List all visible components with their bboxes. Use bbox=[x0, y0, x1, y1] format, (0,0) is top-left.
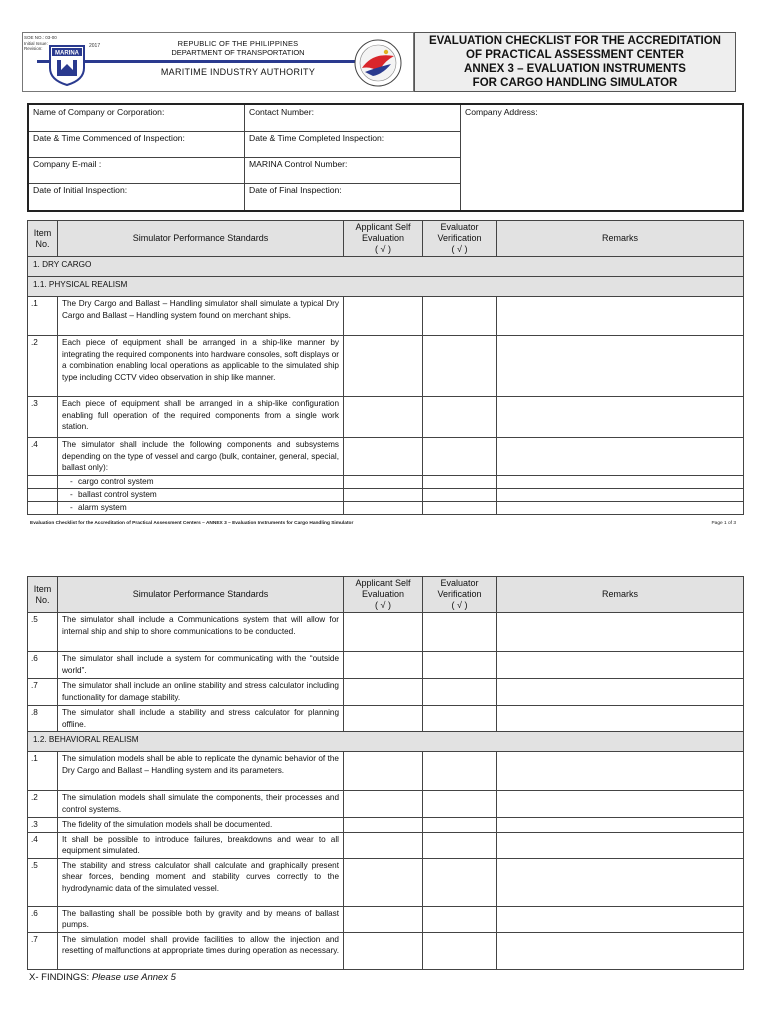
self-eval-cell[interactable] bbox=[344, 438, 423, 476]
item-number: .1 bbox=[28, 297, 58, 336]
remarks-cell[interactable] bbox=[497, 706, 744, 732]
table-row bbox=[28, 613, 744, 652]
verification-cell[interactable] bbox=[423, 438, 497, 476]
item-number: .3 bbox=[28, 818, 58, 833]
remarks-cell[interactable] bbox=[497, 791, 744, 818]
standard-text: The Dry Cargo and Ballast – Handling simulator shall simulate a typical Dry Cargo and Ballast – Handling system found on merchant ships. bbox=[58, 297, 344, 336]
col-item-no: Item No. bbox=[28, 577, 58, 613]
self-eval-cell[interactable] bbox=[344, 858, 423, 906]
findings-label: X- FINDINGS: bbox=[29, 972, 92, 983]
self-eval-cell[interactable] bbox=[344, 613, 423, 652]
date-initial-field[interactable]: Date of Initial Inspection: bbox=[33, 185, 128, 195]
standard-text: The ballasting shall be possible both by gravity and by means of ballast pumps. bbox=[58, 906, 344, 932]
remarks-cell[interactable] bbox=[497, 297, 744, 336]
self-eval-mark: ( √ ) bbox=[375, 600, 391, 610]
item-number: .1 bbox=[28, 752, 58, 791]
marina-control-field[interactable]: MARINA Control Number: bbox=[249, 159, 348, 169]
col-verification bbox=[423, 577, 497, 613]
remarks-cell[interactable] bbox=[497, 397, 744, 438]
item-number: .6 bbox=[28, 652, 58, 679]
page-footer-title: Evaluation Checklist for the Accreditation of Practical Assessment Centers – ANNEX 3 – Evaluation Instruments for Cargo Handling Simulator bbox=[30, 521, 354, 526]
bullet-item: - cargo control system bbox=[58, 475, 344, 488]
standard-text: The simulator shall include a stability and stress calculator for planning offline. bbox=[58, 706, 344, 732]
table-row bbox=[28, 438, 744, 476]
bullet-item: - ballast control system bbox=[58, 488, 344, 501]
verification-label: Evaluator Verification bbox=[437, 222, 482, 243]
remarks-cell[interactable] bbox=[497, 475, 744, 488]
brand-bar bbox=[37, 60, 383, 63]
document-header bbox=[22, 32, 736, 92]
table-row bbox=[28, 652, 744, 679]
checklist-title-block bbox=[414, 32, 736, 92]
company-email-field[interactable]: Company E-mail : bbox=[33, 159, 102, 169]
self-eval-cell[interactable] bbox=[344, 475, 423, 488]
company-info-form bbox=[27, 103, 744, 212]
bullet-text: alarm system bbox=[78, 502, 127, 512]
agency-block bbox=[22, 32, 414, 92]
title-line: ANNEX 3 – EVALUATION INSTRUMENTS bbox=[464, 63, 686, 75]
table-row bbox=[28, 336, 744, 397]
title-line: FOR CARGO HANDLING SIMULATOR bbox=[472, 77, 678, 89]
col-verification bbox=[423, 221, 497, 257]
bullet-item: - alarm system bbox=[58, 501, 344, 514]
table-row bbox=[28, 818, 744, 833]
divider bbox=[460, 105, 461, 210]
remarks-cell[interactable] bbox=[497, 832, 744, 858]
self-eval-cell[interactable] bbox=[344, 932, 423, 969]
verification-cell[interactable] bbox=[423, 397, 497, 438]
table-row bbox=[28, 832, 744, 858]
self-eval-cell[interactable] bbox=[344, 397, 423, 438]
standard-text: It shall be possible to introduce failures, breakdowns and wear to all equipment simulated. bbox=[58, 832, 344, 858]
self-eval-cell[interactable] bbox=[344, 832, 423, 858]
table-row bbox=[28, 858, 744, 906]
standard-text: Each piece of equipment shall be arranged in a ship-like configuration enabling full operation of the required components from a single work station. bbox=[58, 397, 344, 438]
section-dry-cargo: 1. DRY CARGO bbox=[28, 257, 744, 277]
remarks-cell[interactable] bbox=[497, 858, 744, 906]
item-number: .4 bbox=[28, 832, 58, 858]
date-commenced-field[interactable]: Date & Time Commenced of Inspection: bbox=[33, 133, 185, 143]
verification-cell[interactable] bbox=[423, 336, 497, 397]
table-row bbox=[28, 752, 744, 791]
col-remarks: Remarks bbox=[497, 577, 744, 613]
self-eval-mark: ( √ ) bbox=[375, 244, 391, 254]
table-row bbox=[28, 297, 744, 336]
item-number bbox=[28, 501, 58, 514]
subsection-behavioral-realism: 1.2. BEHAVIORAL REALISM bbox=[28, 732, 744, 752]
remarks-cell[interactable] bbox=[497, 613, 744, 652]
self-eval-cell[interactable] bbox=[344, 706, 423, 732]
section-row bbox=[28, 257, 744, 277]
table-row bbox=[28, 906, 744, 932]
verification-cell[interactable] bbox=[423, 832, 497, 858]
col-self-eval bbox=[344, 577, 423, 613]
standard-text: The simulation model shall provide facilities to allow the injection and resetting of malfunctions at appropriate times during operation as necessary. bbox=[58, 932, 344, 969]
standard-text: The stability and stress calculator shall calculate and graphically present shear forces, bending moment and stability curves correctly to the hydrodynamic data of the simulated vessel. bbox=[58, 858, 344, 906]
verification-cell[interactable] bbox=[423, 858, 497, 906]
table-row bbox=[28, 791, 744, 818]
table-header-row bbox=[28, 221, 744, 257]
contact-number-field[interactable]: Contact Number: bbox=[249, 107, 314, 117]
item-number: .5 bbox=[28, 858, 58, 906]
verification-cell[interactable] bbox=[423, 652, 497, 679]
item-number: .5 bbox=[28, 613, 58, 652]
self-eval-cell[interactable] bbox=[344, 679, 423, 706]
verification-cell[interactable] bbox=[423, 297, 497, 336]
dotr-seal-icon bbox=[353, 38, 403, 88]
table-row bbox=[28, 501, 744, 514]
item-number: .2 bbox=[28, 336, 58, 397]
item-number: .2 bbox=[28, 791, 58, 818]
company-address-field[interactable]: Company Address: bbox=[465, 107, 538, 117]
table-row bbox=[28, 706, 744, 732]
self-eval-cell[interactable] bbox=[344, 488, 423, 501]
verification-cell[interactable] bbox=[423, 706, 497, 732]
org-republic: REPUBLIC OF THE PHILIPPINES bbox=[177, 39, 299, 48]
item-number bbox=[28, 475, 58, 488]
standard-text: The simulator shall include the following components and subsystems depending on the type of vessel and cargo (bulk, container, general, special, ballast only): bbox=[58, 438, 344, 476]
item-number: .3 bbox=[28, 397, 58, 438]
checklist-table-page1 bbox=[27, 220, 744, 515]
col-remarks: Remarks bbox=[497, 221, 744, 257]
company-name-field[interactable]: Name of Company or Corporation: bbox=[33, 107, 165, 117]
title-line: EVALUATION CHECKLIST FOR THE ACCREDITATION bbox=[429, 35, 721, 47]
subsection-row bbox=[28, 732, 744, 752]
findings-instruction: Please use Annex 5 bbox=[91, 972, 176, 983]
page-number: Page 1 of 3 bbox=[711, 521, 736, 526]
col-self-eval bbox=[344, 221, 423, 257]
date-final-field[interactable]: Date of Final Inspection: bbox=[249, 185, 342, 195]
self-eval-cell[interactable] bbox=[344, 752, 423, 791]
table-header-row bbox=[28, 577, 744, 613]
standard-text: The simulation models shall be able to replicate the dynamic behavior of the Dry Cargo and Ballast – Handling system and its parameters. bbox=[58, 752, 344, 791]
table-row bbox=[28, 679, 744, 706]
date-completed-field[interactable]: Date & Time Completed Inspection: bbox=[249, 133, 385, 143]
standard-text: The simulator shall include a system for communicating with the “outside world”. bbox=[58, 652, 344, 679]
verification-label: Evaluator Verification bbox=[437, 578, 482, 599]
verification-cell[interactable] bbox=[423, 906, 497, 932]
org-maritime-authority: MARITIME INDUSTRY AUTHORITY bbox=[160, 67, 316, 77]
marina-logo-icon bbox=[47, 40, 87, 86]
table-row bbox=[28, 488, 744, 501]
item-number bbox=[28, 488, 58, 501]
table-row bbox=[28, 397, 744, 438]
standard-text: The simulator shall include a Communications system that will allow for internal ship and ship to shore communications to be conducted. bbox=[58, 613, 344, 652]
verification-cell[interactable] bbox=[423, 679, 497, 706]
verification-cell[interactable] bbox=[423, 932, 497, 969]
self-eval-cell[interactable] bbox=[344, 906, 423, 932]
table-row bbox=[28, 475, 744, 488]
verification-cell[interactable] bbox=[423, 752, 497, 791]
self-eval-cell[interactable] bbox=[344, 818, 423, 833]
col-standards: Simulator Performance Standards bbox=[58, 221, 344, 257]
subsection-physical-realism: 1.1. PHYSICAL REALISM bbox=[28, 277, 744, 297]
remarks-cell[interactable] bbox=[497, 932, 744, 969]
item-number: .8 bbox=[28, 706, 58, 732]
self-eval-label: Applicant Self Evaluation bbox=[355, 222, 411, 243]
remarks-cell[interactable] bbox=[497, 438, 744, 476]
item-number: .6 bbox=[28, 906, 58, 932]
item-number: .4 bbox=[28, 438, 58, 476]
remarks-cell[interactable] bbox=[497, 501, 744, 514]
bullet-text: ballast control system bbox=[78, 489, 157, 499]
doc-initial-issue: Initial Issue: bbox=[24, 40, 48, 46]
verification-mark: ( √ ) bbox=[451, 600, 468, 610]
standard-text: The simulation models shall simulate the components, their processes and control systems. bbox=[58, 791, 344, 818]
verification-cell[interactable] bbox=[423, 488, 497, 501]
self-eval-cell[interactable] bbox=[344, 791, 423, 818]
col-standards: Simulator Performance Standards bbox=[58, 577, 344, 613]
remarks-cell[interactable] bbox=[497, 679, 744, 706]
bullet-text: cargo control system bbox=[78, 476, 154, 486]
remarks-cell[interactable] bbox=[497, 336, 744, 397]
remarks-cell[interactable] bbox=[497, 906, 744, 932]
self-eval-cell[interactable] bbox=[344, 501, 423, 514]
doc-year: 2017 bbox=[89, 43, 101, 49]
doc-revision: Revision: bbox=[24, 46, 43, 51]
col-item-no: Item No. bbox=[28, 221, 58, 257]
remarks-cell[interactable] bbox=[497, 752, 744, 791]
item-number: .7 bbox=[28, 679, 58, 706]
table-row bbox=[28, 932, 744, 969]
org-department: DEPARTMENT OF TRANSPORTATION bbox=[171, 48, 305, 57]
verification-mark: ( √ ) bbox=[451, 244, 468, 254]
subsection-row bbox=[28, 277, 744, 297]
standard-text: The simulator shall include an online stability and stress calculator including functionality for damage stability. bbox=[58, 679, 344, 706]
self-eval-cell[interactable] bbox=[344, 336, 423, 397]
marina-logo-text: MARINA bbox=[55, 50, 79, 57]
doc-code: SOE NO.: 03-00 bbox=[24, 35, 57, 40]
verification-cell[interactable] bbox=[423, 818, 497, 833]
self-eval-cell[interactable] bbox=[344, 652, 423, 679]
findings-note bbox=[29, 972, 176, 983]
remarks-cell[interactable] bbox=[497, 818, 744, 833]
verification-cell[interactable] bbox=[423, 475, 497, 488]
verification-cell[interactable] bbox=[423, 501, 497, 514]
self-eval-cell[interactable] bbox=[344, 297, 423, 336]
standard-text: The fidelity of the simulation models shall be documented. bbox=[58, 818, 344, 833]
item-number: .7 bbox=[28, 932, 58, 969]
title-line: OF PRACTICAL ASSESSMENT CENTER bbox=[466, 49, 684, 61]
verification-cell[interactable] bbox=[423, 613, 497, 652]
remarks-cell[interactable] bbox=[497, 652, 744, 679]
remarks-cell[interactable] bbox=[497, 488, 744, 501]
verification-cell[interactable] bbox=[423, 791, 497, 818]
standard-text: Each piece of equipment shall be arranged in a ship-like manner by integrating the required components into hardware consoles, soft displays or a combination enabling local operations as applicable to the simulated ship type including CCTV video observation in ship like manner. bbox=[58, 336, 344, 397]
self-eval-label: Applicant Self Evaluation bbox=[355, 578, 411, 599]
checklist-table-page2 bbox=[27, 576, 744, 970]
